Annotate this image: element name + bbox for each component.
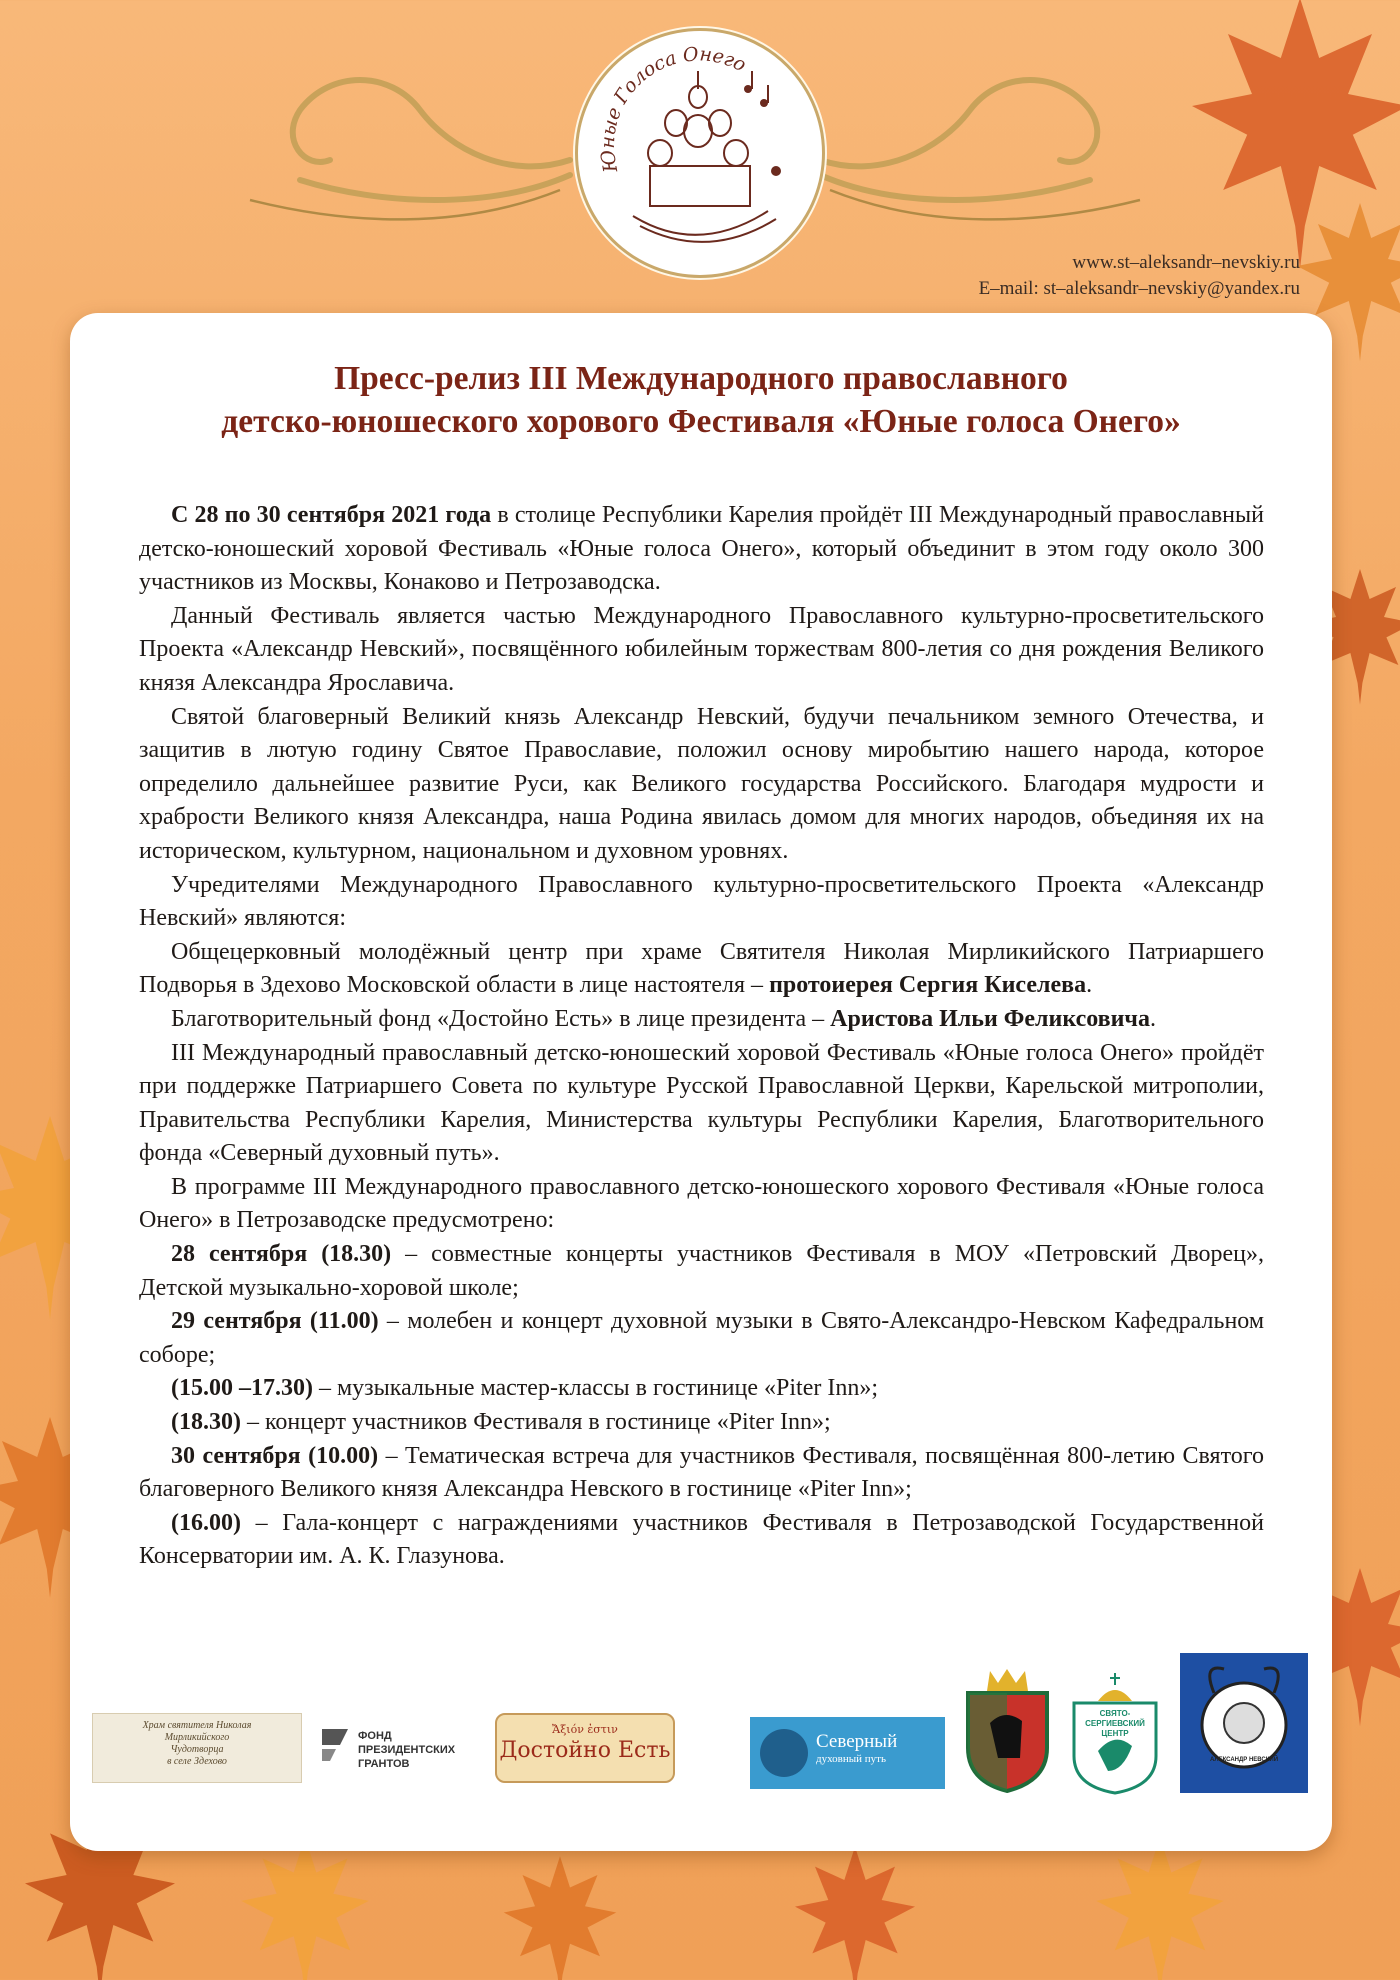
logo-arc-text: Юные Голоса Онего <box>596 43 750 175</box>
paragraph-text: – Гала-концерт с награждениями участников Фестиваля в Петрозаводской Государственной Консерватории им. А. К. Глазунова. <box>139 1509 1264 1570</box>
body-paragraph <box>139 1406 1264 1440</box>
body-paragraph <box>139 1238 1264 1305</box>
maple-leaf-icon <box>760 1840 950 1980</box>
paragraph-text: . <box>1086 972 1093 999</box>
grants-line-1: ФОНД <box>358 1730 392 1742</box>
dostoyno-name: Достойно Есть <box>499 1738 671 1763</box>
church-line-4: в селе Здехово <box>167 1756 227 1767</box>
sergievsky-line-1: СВЯТО- <box>1099 1709 1131 1718</box>
body-paragraph <box>139 1037 1264 1171</box>
body-paragraph <box>139 1305 1264 1372</box>
sponsor-dostoyno-logo <box>495 1713 675 1783</box>
sponsor-grants-logo <box>318 1721 458 1781</box>
body-paragraph <box>139 701 1264 869</box>
bold-text: (15.00 –17.30) <box>171 1375 313 1402</box>
paragraph-text: – музыкальные мастер-классы в гостинице «Piter Inn»; <box>312 1375 878 1402</box>
grants-line-2: ПРЕЗИДЕНТСКИХ <box>358 1744 456 1756</box>
bold-text: 30 сентября (10.00) <box>171 1442 379 1469</box>
paragraph-text: – концерт участников Фестиваля в гостинице «Piter Inn»; <box>240 1409 831 1436</box>
sergievsky-line-3: ЦЕНТР <box>1101 1729 1129 1738</box>
sponsor-sergievsky-logo <box>1068 1671 1162 1796</box>
bold-text: 28 сентября (18.30) <box>171 1241 392 1268</box>
bold-text: 29 сентября (11.00) <box>171 1308 379 1335</box>
body-paragraph <box>139 499 1264 600</box>
sponsor-severny-logo <box>750 1717 945 1789</box>
page-title <box>70 357 1332 443</box>
paragraph-text: III Международный православный детско-юношеский хоровой Фестиваль «Юные голоса Онего» пройдёт при поддержке Патриаршего Совета по культуре Русской Православной Церкви, Карельской митрополии, Правительства Республики Карелия, Министерства культуры Республики Карелия, Благотворительного фонда «Северный духовный путь». <box>139 1039 1264 1167</box>
title-line-2: детско-юношеского хорового Фестиваля «Юные голоса Онего» <box>221 403 1181 440</box>
severny-emblem-icon <box>760 1729 808 1777</box>
bold-text: протоиерея Сергия Киселева <box>769 972 1087 999</box>
press-release-card <box>70 313 1332 1851</box>
paragraph-text: – Тематическая встреча для участников Фестиваля, посвящённая 800-летию Святого благоверного Великого князя Александра Невского в гостинице «Piter Inn»; <box>139 1442 1264 1503</box>
church-line-1: Храм святителя Николая <box>142 1720 252 1731</box>
grants-mark-icon <box>318 1725 352 1765</box>
body-paragraph <box>139 1372 1264 1406</box>
karelia-coat-of-arms-icon <box>960 1663 1055 1793</box>
sergievsky-line-2: СЕРГИЕВСКИЙ <box>1085 1719 1145 1728</box>
dostoyno-greek: Ἄξιόν ἐστιν <box>552 1723 618 1736</box>
website-link[interactable]: www.st–aleksandr–nevskiy.ru <box>1072 252 1300 273</box>
body-paragraph <box>139 1507 1264 1574</box>
body-paragraph <box>139 1440 1264 1507</box>
church-line-3: Чудотворца <box>170 1744 224 1755</box>
sponsor-logos <box>70 1653 1332 1823</box>
body-paragraph <box>139 869 1264 936</box>
paragraph-text: Святой благоверный Великий князь Александр Невский, будучи печальником земного Отечества, и защитив в лютую годину Святое Православие, положил основу миробытию нашего народа, которое определило дальнейшее развитие Руси, как Великого государства Российского. Благодаря мудрости и храбрости Великого князя Александра, наша Родина явилась домом для многих народов, объединяя их на историческом, культурном, национальном и духовном уровнях. <box>139 703 1264 864</box>
body-paragraph <box>139 1003 1264 1037</box>
sponsor-nevsky-logo <box>1180 1653 1308 1793</box>
paragraph-text: В программе III Международного православного детско-юношеского хорового Фестиваля «Юные голоса Онего» в Петрозаводске предусмотрено: <box>139 1173 1264 1234</box>
maple-leaf-icon <box>480 1850 640 1980</box>
body-paragraph <box>139 1171 1264 1238</box>
body-paragraph <box>139 600 1264 701</box>
grants-line-3: ГРАНТОВ <box>358 1758 410 1770</box>
severny-line-2: духовный путь <box>816 1753 886 1765</box>
paragraph-text: в столице Республики Карелия пройдёт III Международный православный детско-юношеский хоровой Фестиваль «Юные голоса Онего», который объединит в этом году около 300 участников из Москвы, Конаково и Петрозаводска. <box>139 502 1264 596</box>
church-line-2: Мирликийского <box>164 1732 230 1743</box>
contact-info <box>979 250 1300 302</box>
bold-text: (18.30) <box>171 1409 241 1436</box>
sponsor-church-logo <box>92 1713 302 1783</box>
severny-line-1: Северный <box>816 1731 898 1752</box>
press-release-body <box>139 499 1264 1574</box>
festival-logo <box>575 28 825 278</box>
paragraph-text: – молебен и концерт духовной музыки в Свято-Александро-Невском Кафедральном соборе; <box>139 1308 1265 1368</box>
paragraph-text: Общецерковный молодёжный центр при храме Святителя Николая Мирликийского Патриаршего Подворья в Здехово Московской области в лице настоятеля – <box>139 938 1264 999</box>
maple-leaf-icon <box>220 1830 390 1980</box>
paragraph-text: Благотворительный фонд «Достойно Есть» в лице президента – <box>171 1005 831 1032</box>
bold-text: (16.00) <box>171 1509 241 1536</box>
paragraph-text: . <box>1149 1005 1156 1032</box>
email-link[interactable]: E–mail: st–aleksandr–nevskiy@yandex.ru <box>978 278 1300 299</box>
maple-leaf-icon <box>1060 1830 1260 1980</box>
lyre-emblem-icon <box>1180 1653 1308 1793</box>
church-domes-icon <box>578 31 822 275</box>
paragraph-text: – совместные концерты участников Фестиваля в МОУ «Петровский Дворец», Детской музыкально-хоровой школе; <box>139 1241 1265 1301</box>
bold-text: Аристова Ильи Феликсовича <box>830 1005 1150 1032</box>
paragraph-text: Данный Фестиваль является частью Международного Православного культурно-просветительского Проекта «Александр Невский», посвящённого юбилейным торжествам 800-летия со дня рождения Великого князя Александра Ярославича. <box>139 602 1264 696</box>
body-paragraph <box>139 936 1264 1003</box>
paragraph-text: Учредителями Международного Православного культурно-просветительского Проекта «Александр Невский» являются: <box>139 871 1264 932</box>
bold-text: С 28 по 30 сентября 2021 года <box>171 502 492 528</box>
title-line-1: Пресс-релиз III Международного православного <box>334 360 1068 397</box>
nevsky-label: АЛЕКСАНДР НЕВСКИЙ <box>1209 1757 1279 1763</box>
